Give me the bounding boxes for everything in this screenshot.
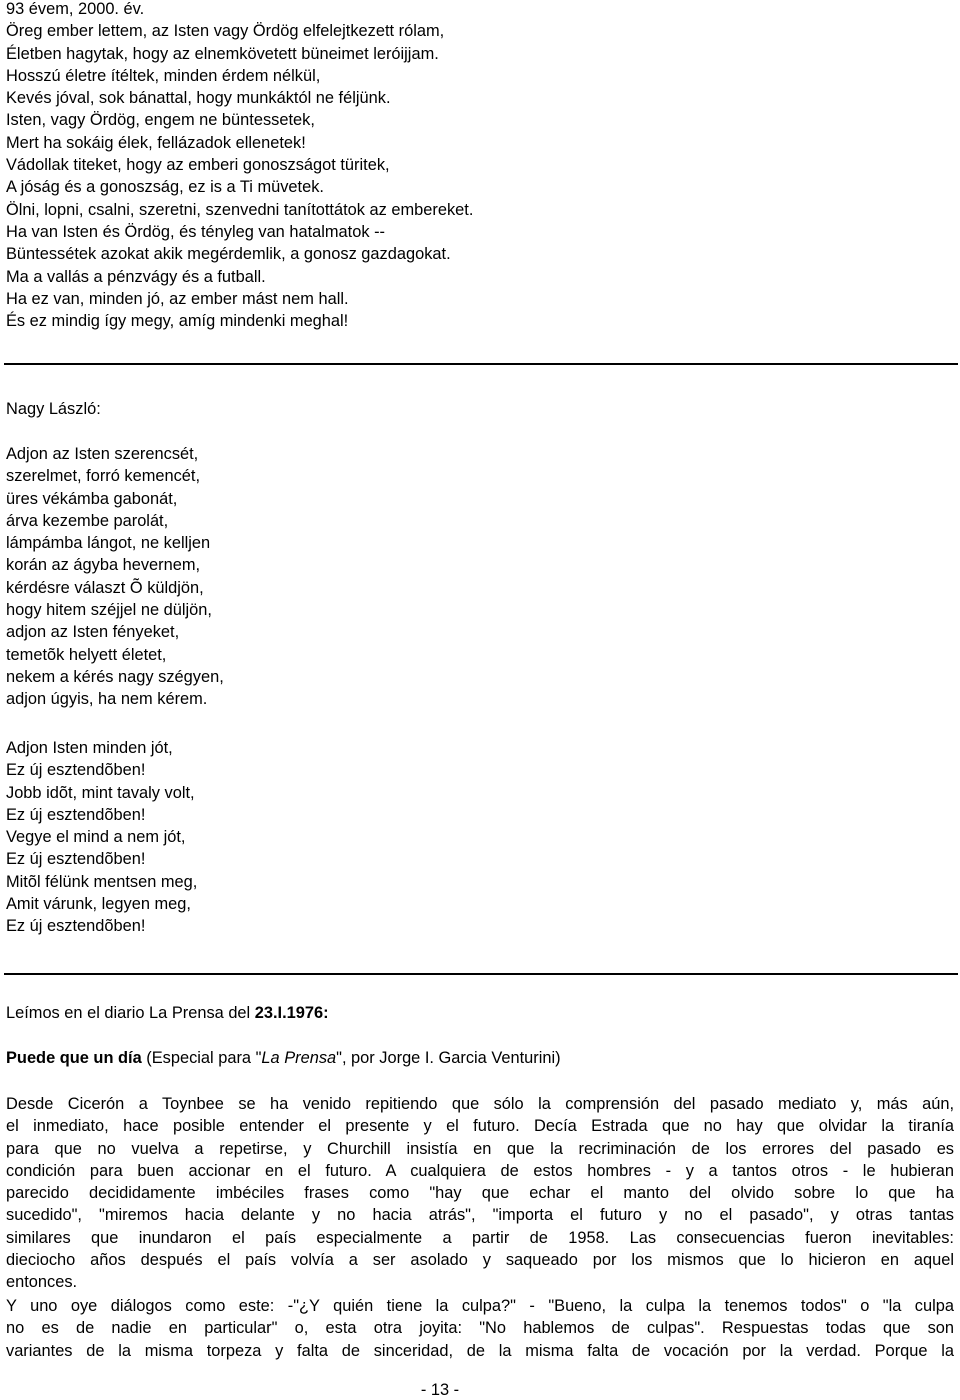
paragraph-line: Desde Cicerón a Toynbee se ha venido repitiendo que sólo la comprensión del pasado mediato y, más aún, (6, 1095, 954, 1113)
poem-line: temetõk helyett életet, (6, 645, 167, 664)
poem-line: Amit várunk, legyen meg, (6, 895, 191, 914)
paragraph-line: condición para buen accionar en el futuro. A cualquiera de estos hombres - y a tantos otros - le hubieran (6, 1161, 954, 1180)
article-paragraph-1 (6, 1093, 954, 1294)
page-number: - 13 - (420, 1381, 460, 1399)
poem-line: Ez új esztendõben! (6, 917, 146, 936)
poem-line: korán az ágyba hevernem, (6, 556, 201, 575)
poem-line: Kevés jóval, sok bánattal, hogy munkáktól ne féljünk. (6, 89, 391, 108)
poem-line: Életben hagytak, hogy az elnemkövetett büneimet leróijjam. (6, 44, 439, 63)
intro-prefix: Leímos en el diario (6, 1004, 150, 1022)
poem-line: Ha ez van, minden jó, az ember mást nem hall. (6, 289, 349, 308)
intro-paper-name: La Prensa (149, 1004, 224, 1022)
poem-line: A jóság és a gonoszság, ez is a Ti müvetek. (6, 178, 324, 197)
poem-header: 93 évem, 2000. év. (6, 0, 145, 18)
poem-section-1 (6, 0, 954, 332)
poem-line: Adjon Isten minden jót, (6, 739, 173, 757)
poem-line: lámpámba lángot, ne kelljen (6, 534, 211, 553)
paragraph-line: similares que inundaron el país especialmente a partir de 1958. Las consecuencias fueron inevitables: (6, 1228, 954, 1247)
article-title-rest-2: ", por Jorge I. Garcia Venturini) (336, 1049, 561, 1067)
poem-line: Ez új esztendõben! (6, 850, 146, 869)
poem-stanza-2 (6, 737, 954, 938)
poem-line: Ölni, lopni, csalni, szeretni, szenvedni tanítottátok az embereket. (6, 200, 474, 219)
article-title-line (6, 1047, 954, 1069)
poem-line: üres vékámba gabonát, (6, 489, 178, 508)
poem-line: kérdésre választ Õ küldjön, (6, 578, 204, 597)
poem-author: Nagy László: (6, 400, 101, 418)
section-divider (4, 973, 958, 975)
poem-line: Vádollak titeket, hogy az emberi gonoszságot türitek, (6, 156, 390, 175)
poem-stanza-1 (6, 443, 954, 711)
poem-line: Hosszú életre ítéltek, minden érdem nélkül, (6, 66, 321, 85)
poem-line: Ez új esztendõben! (6, 805, 146, 824)
paragraph-line: sucedido", "miremos hacia delante y no hacia atrás", "importa el futuro y no el pasado", y otras tantas (6, 1206, 954, 1225)
poem-line: Vegye el mind a nem jót, (6, 828, 186, 847)
paragraph-line: para que no vuelva a repetirse, y Churchill insistía en que la recriminación de los errores del pasado es (6, 1139, 954, 1158)
article-intro-line (6, 1002, 954, 1024)
poem-line: Mert ha sokáig élek, fellázadok ellenetek! (6, 133, 306, 152)
poem-section-2 (6, 398, 954, 420)
poem-line: Ez új esztendõben! (6, 761, 146, 780)
poem-line: hogy hitem széjjel ne düljön, (6, 601, 212, 620)
intro-date: 23.I.1976: (254, 1004, 329, 1022)
poem-line: Jobb idõt, mint tavaly volt, (6, 783, 195, 802)
paragraph-line: variantes de la misma torpeza y falta de sinceridad, de la misma falta de vocación por la verdad. Porque la (6, 1341, 954, 1360)
paragraph-line: el inmediato, hace posible entender el presente y el futuro. Decía Estrada que no hay que olvidar la tiranía (6, 1117, 954, 1136)
poem-line: adjon úgyis, ha nem kérem. (6, 690, 208, 709)
article-intro (6, 1002, 954, 1024)
article-title-paper: La Prensa (261, 1049, 337, 1067)
article-paragraph-2 (6, 1295, 954, 1362)
article-title-rest-1: (Especial para " (141, 1049, 262, 1067)
poem-line: adjon az Isten fényeket, (6, 623, 180, 642)
paragraph-line: dieciocho años después el país volvía a ser asolado y saqueado por los mismos que lo hicieron en aquel (6, 1251, 954, 1270)
poem-line: szerelmet, forró kemencét, (6, 467, 201, 486)
poem-line: Ma a vallás a pénzvágy és a futball. (6, 267, 266, 286)
poem-line: Büntessétek azokat akik megérdemlik, a gonosz gazdagokat. (6, 245, 451, 264)
poem-line: Mitõl félünk mentsen meg, (6, 872, 198, 891)
poem-line: Adjon az Isten szerencsét, (6, 445, 199, 463)
poem-line: Öreg ember lettem, az Isten vagy Ördög elfelejtkezett rólam, (6, 22, 445, 41)
article-title (6, 1047, 954, 1069)
paragraph-line: entonces. (6, 1273, 78, 1292)
paragraph-line: parecido decididamente imbéciles frases como "hay que echar el manto del olvido sobre lo que ha (6, 1184, 954, 1203)
poem-line: Ha van Isten és Ördög, és tényleg van hatalmatok -- (6, 222, 386, 241)
paragraph-line: no es de nadie en particular" o, esta otra joyita: "No hablemos de culpas". Respuestas todas que son (6, 1319, 954, 1338)
article-title-bold: Puede que un día (6, 1049, 142, 1067)
paragraph-line: Y uno oye diálogos como este: -"¿Y quién tiene la culpa?" - "Bueno, la culpa la tenemos todos" o "la culpa (6, 1297, 954, 1315)
poem-line: Isten, vagy Ördög, engem ne büntessetek, (6, 111, 315, 130)
intro-mid: del (223, 1004, 255, 1022)
poem-line: árva kezembe parolát, (6, 511, 169, 530)
section-divider (4, 363, 958, 365)
poem-line: nekem a kérés nagy szégyen, (6, 667, 224, 686)
poem-line: És ez mindig így megy, amíg mindenki meghal! (6, 312, 349, 331)
